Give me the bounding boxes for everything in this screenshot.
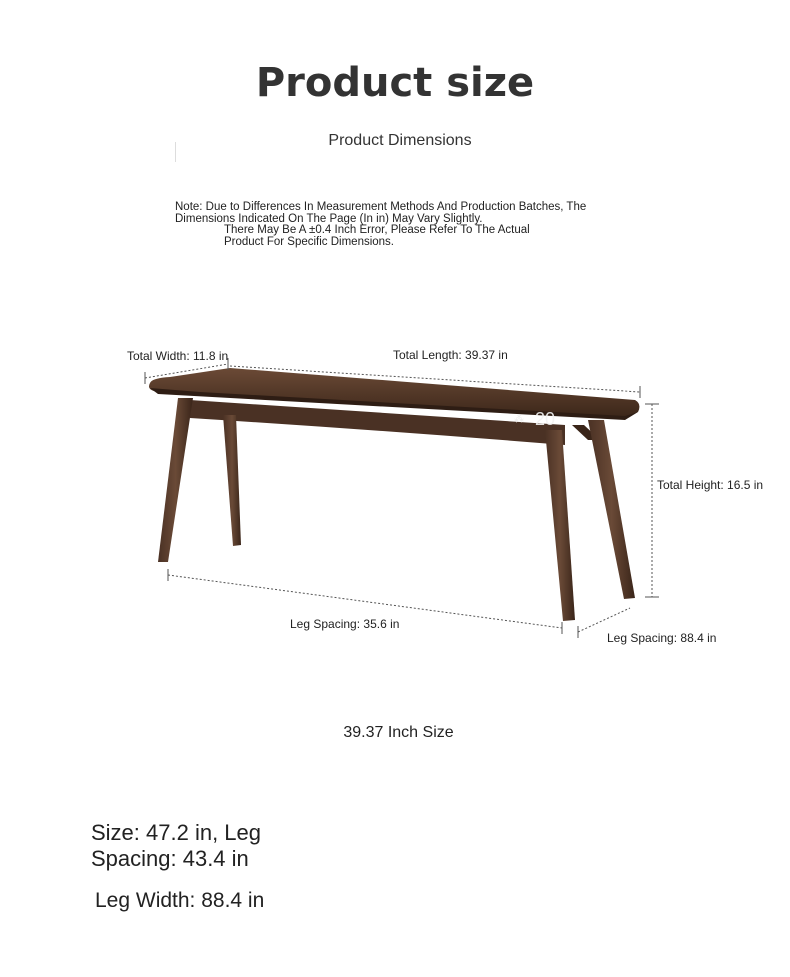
bench-leg-right-outer — [588, 420, 635, 599]
label-total-width: Total Width: 11.8 in — [127, 349, 229, 363]
label-leg-spacing-long: Leg Spacing: 35.6 in — [290, 617, 400, 631]
bench-leg-back-left — [223, 415, 241, 546]
note-line-4: Product For Specific Dimensions. — [224, 236, 395, 248]
note-line-2: Dimensions Indicated On The Page (In in) May Vary Slightly. — [175, 213, 483, 225]
size-caption: 39.37 Inch Size — [343, 724, 454, 741]
bench-leg-front-right — [545, 430, 575, 621]
label-leg-spacing-short: Leg Spacing: 88.4 in — [607, 631, 717, 645]
spec-leg-width: Leg Width: 88.4 in — [95, 889, 265, 912]
note-line-1: Note: Due to Differences In Measurement Methods And Production Batches, The — [175, 201, 587, 213]
label-total-height: Total Height: 16.5 in — [657, 478, 764, 492]
bench-leg-front-left — [158, 398, 193, 562]
dim-leg-spacing-short-line — [578, 608, 630, 632]
spec-size-line-2: Spacing: 43.4 in — [91, 846, 249, 871]
spec-size-line-1: Size: 47.2 in, Leg — [91, 820, 262, 845]
watermark-glyph: ⁂ — [514, 414, 524, 425]
label-total-length: Total Length: 39.37 in — [393, 348, 508, 362]
page-title: Product size — [255, 60, 535, 106]
page-subtitle: Product Dimensions — [328, 132, 472, 149]
note-line-3: There May Be A ±0.4 Inch Error, Please Refer To The Actual — [224, 224, 530, 236]
watermark-number: 20 — [535, 409, 556, 429]
